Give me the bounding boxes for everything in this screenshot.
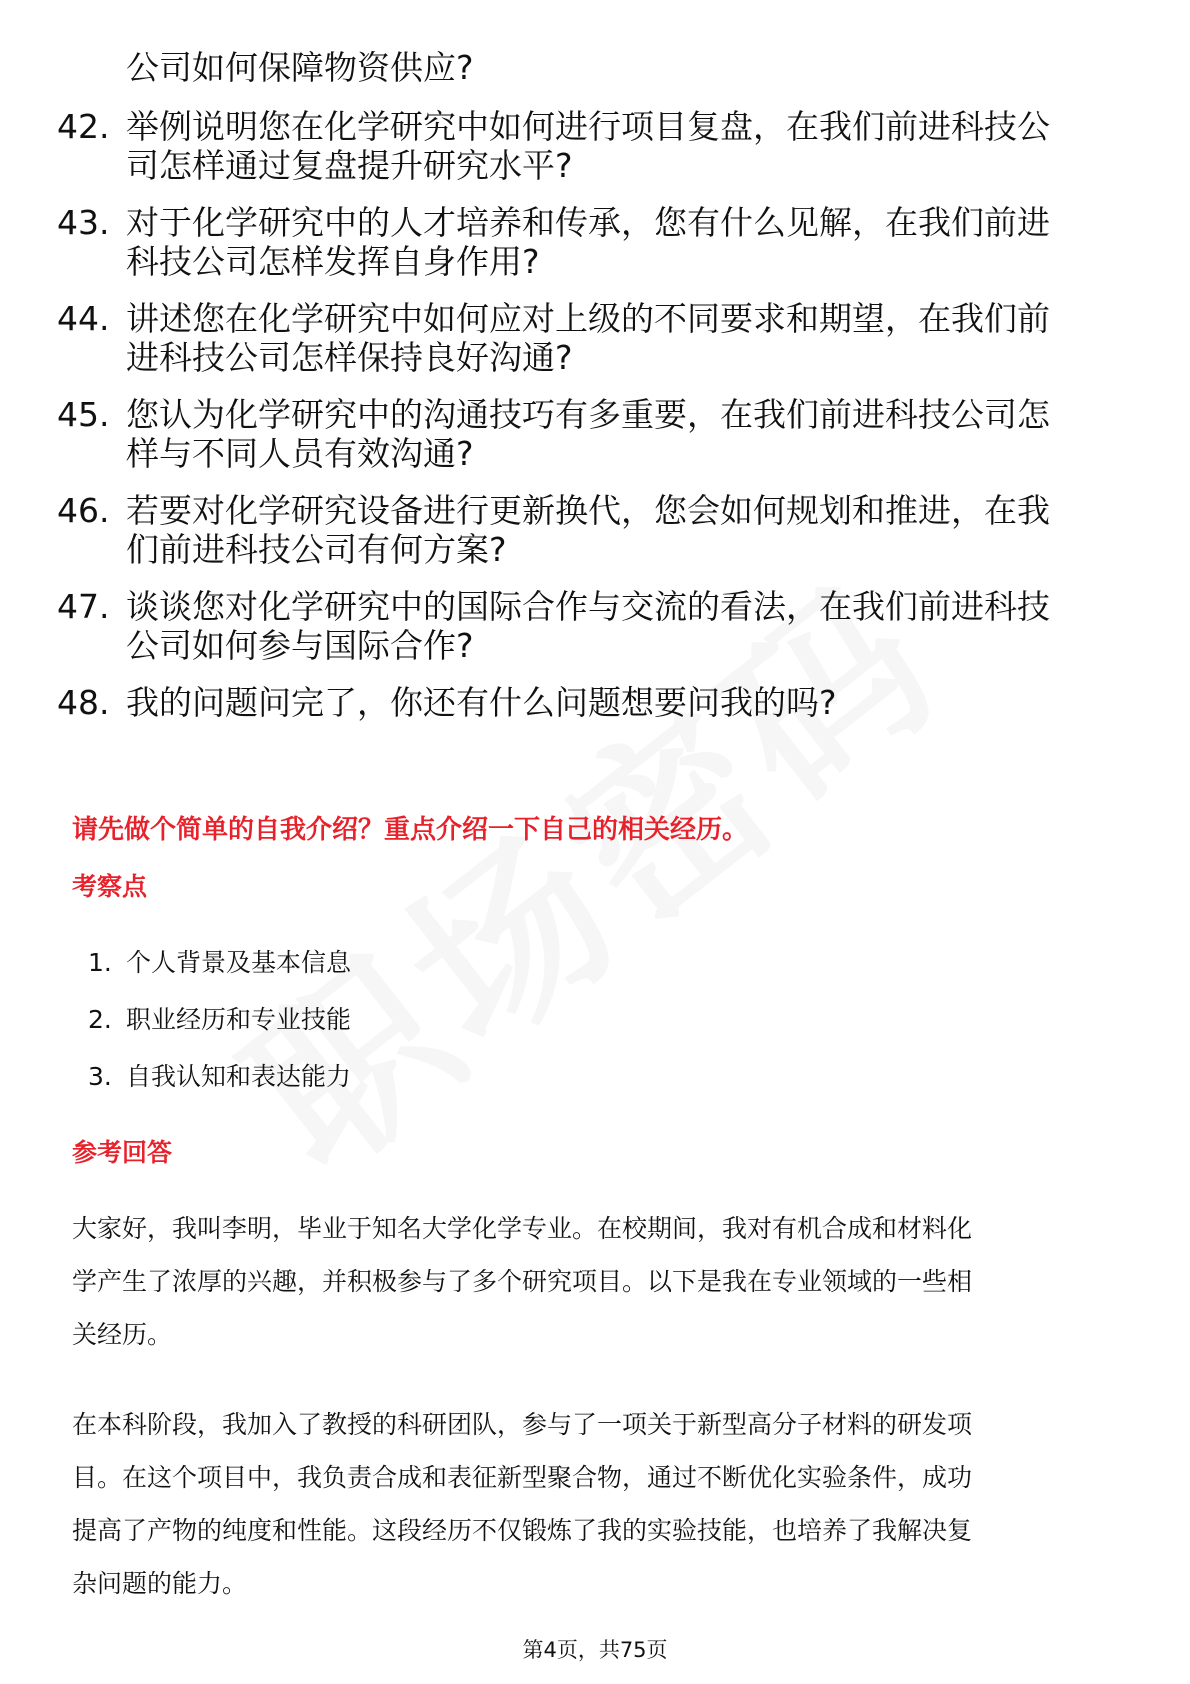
paragraph-line: 大家好，我叫李明，毕业于知名大学化学专业。在校期间，我对有机合成和材料化 — [72, 1214, 973, 1243]
question-line: 您认为化学研究中的沟通技巧有多重要，在我们前进科技公司怎 — [126, 395, 1050, 434]
paragraph-line: 杂问题的能力。 — [72, 1569, 248, 1598]
question-line: 公司如何参与国际合作? — [126, 626, 474, 665]
question-line: 对于化学研究中的人才培养和传承，您有什么见解，在我们前进 — [126, 203, 1050, 242]
paragraph-line: 在本科阶段，我加入了教授的科研团队，参与了一项关于新型高分子材料的研发项 — [72, 1410, 973, 1439]
question-line: 举例说明您在化学研究中如何进行项目复盘，在我们前进科技公 — [126, 107, 1050, 146]
question-number: 46. — [57, 491, 110, 530]
question-line: 若要对化学研究设备进行更新换代，您会如何规划和推进，在我 — [126, 491, 1050, 530]
list-item-number: 3. — [88, 1062, 112, 1091]
question-line: 样与不同人员有效沟通? — [126, 434, 474, 473]
question-line: 讲述您在化学研究中如何应对上级的不同要求和期望，在我们前 — [126, 299, 1050, 338]
list-item-number: 1. — [88, 948, 112, 977]
question-number: 47. — [57, 587, 110, 626]
paragraph-line: 关经历。 — [72, 1320, 173, 1349]
question-line: 们前进科技公司有何方案? — [126, 530, 507, 569]
list-item: 职业经历和专业技能 — [126, 1005, 352, 1034]
check-points-heading: 考察点 — [72, 872, 148, 901]
reference-answer-heading: 参考回答 — [72, 1138, 173, 1167]
question-line: 谈谈您对化学研究中的国际合作与交流的看法，在我们前进科技 — [126, 587, 1050, 626]
question-number: 44. — [57, 299, 110, 338]
question-number: 43. — [57, 203, 110, 242]
question-number: 48. — [57, 683, 110, 722]
page-footer: 第4页，共75页 — [522, 1638, 668, 1662]
paragraph-line: 学产生了浓厚的兴趣，并积极参与了多个研究项目。以下是我在专业领域的一些相 — [72, 1267, 973, 1296]
question-line: 公司如何保障物资供应? — [126, 48, 474, 87]
list-item-number: 2. — [88, 1005, 112, 1034]
paragraph-line: 目。在这个项目中，我负责合成和表征新型聚合物，通过不断优化实验条件，成功 — [72, 1463, 973, 1492]
question-line: 司怎样通过复盘提升研究水平? — [126, 146, 573, 185]
question-number: 45. — [57, 395, 110, 434]
question-line: 进科技公司怎样保持良好沟通? — [126, 338, 573, 377]
question-line: 科技公司怎样发挥自身作用? — [126, 242, 540, 281]
paragraph-line: 提高了产物的纯度和性能。这段经历不仅锻炼了我的实验技能，也培养了我解决复 — [72, 1516, 973, 1545]
question-number: 42. — [57, 107, 110, 146]
question-line: 我的问题问完了，你还有什么问题想要问我的吗? — [126, 683, 837, 722]
list-item: 自我认知和表达能力 — [126, 1062, 352, 1091]
main-question-heading: 请先做个简单的自我介绍？重点介绍一下自己的相关经历。 — [72, 815, 749, 845]
list-item: 个人背景及基本信息 — [126, 948, 352, 977]
